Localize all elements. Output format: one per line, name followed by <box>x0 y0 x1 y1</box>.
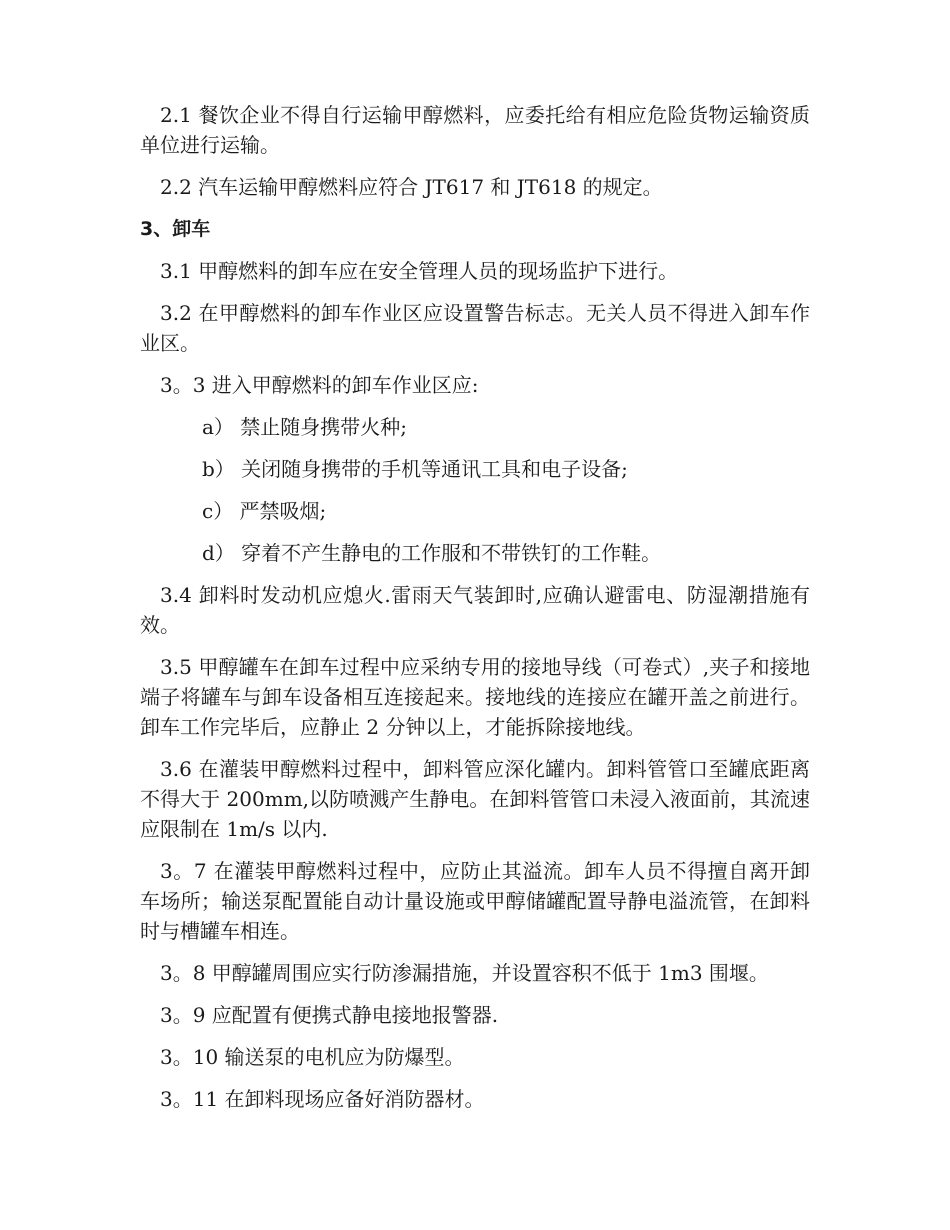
paragraph-3-7: 3。7 在灌装甲醇燃料过程中，应防止其溢流。卸车人员不得擅自离开卸车场所；输送泵配置能自动计量设施或甲醇储罐配置导静电溢流管，在卸料时与槽罐车相连。 <box>140 859 810 943</box>
paragraph-3-1: 3.1 甲醇燃料的卸车应在安全管理人员的现场监护下进行。 <box>160 259 679 283</box>
paragraph-2-1: 2.1 餐饮企业不得自行运输甲醇燃料，应委托给有相应危险货物运输资质单位进行运输。 <box>140 103 810 157</box>
list-item-c: c） 严禁吸烟; <box>202 499 327 523</box>
section-heading-3: 3、卸车 <box>140 218 211 240</box>
paragraph-3-9: 3。9 应配置有便携式静电接地报警器. <box>160 1003 499 1027</box>
paragraph-3-3: 3。3 进入甲醇燃料的卸车作业区应: <box>160 373 479 397</box>
paragraph-3-4: 3.4 卸料时发动机应熄火.雷雨天气装卸时,应确认避雷电、防湿潮措施有效。 <box>140 583 810 637</box>
paragraph-3-5: 3.5 甲醇罐车在卸车过程中应采纳专用的接地导线（可卷式）,夹子和接地端子将罐车与卸车设备相互连接起来。接地线的连接应在罐开盖之前进行。卸车工作完毕后，应静止 2 分钟以上，才能拆除接地线。 <box>140 655 810 739</box>
list-item-a: a） 禁止随身携带火种; <box>202 415 408 439</box>
paragraph-3-8: 3。8 甲醇罐周围应实行防渗漏措施，并设置容积不低于 1m3 围堰。 <box>160 961 769 985</box>
paragraph-3-11: 3。11 在卸料现场应备好消防器材。 <box>160 1087 485 1111</box>
list-item-d: d） 穿着不产生静电的工作服和不带铁钉的工作鞋。 <box>202 541 662 565</box>
document-body <box>140 100 810 1126</box>
list-item-b: b） 关闭随身携带的手机等通讯工具和电子设备; <box>202 457 628 481</box>
paragraph-3-2: 3.2 在甲醇燃料的卸车作业区应设置警告标志。无关人员不得进入卸车作业区。 <box>140 301 810 355</box>
paragraph-3-6: 3.6 在灌装甲醇燃料过程中，卸料管应深化罐内。卸料管管口至罐底距离不得大于 200mm,以防喷溅产生静电。在卸料管管口未浸入液面前，其流速应限制在 1m/s 以内. <box>140 757 810 841</box>
paragraph-2-2: 2.2 汽车运输甲醇燃料应符合 JT617 和 JT618 的规定。 <box>160 175 663 199</box>
paragraph-3-10: 3。10 输送泵的电机应为防爆型。 <box>160 1045 465 1069</box>
